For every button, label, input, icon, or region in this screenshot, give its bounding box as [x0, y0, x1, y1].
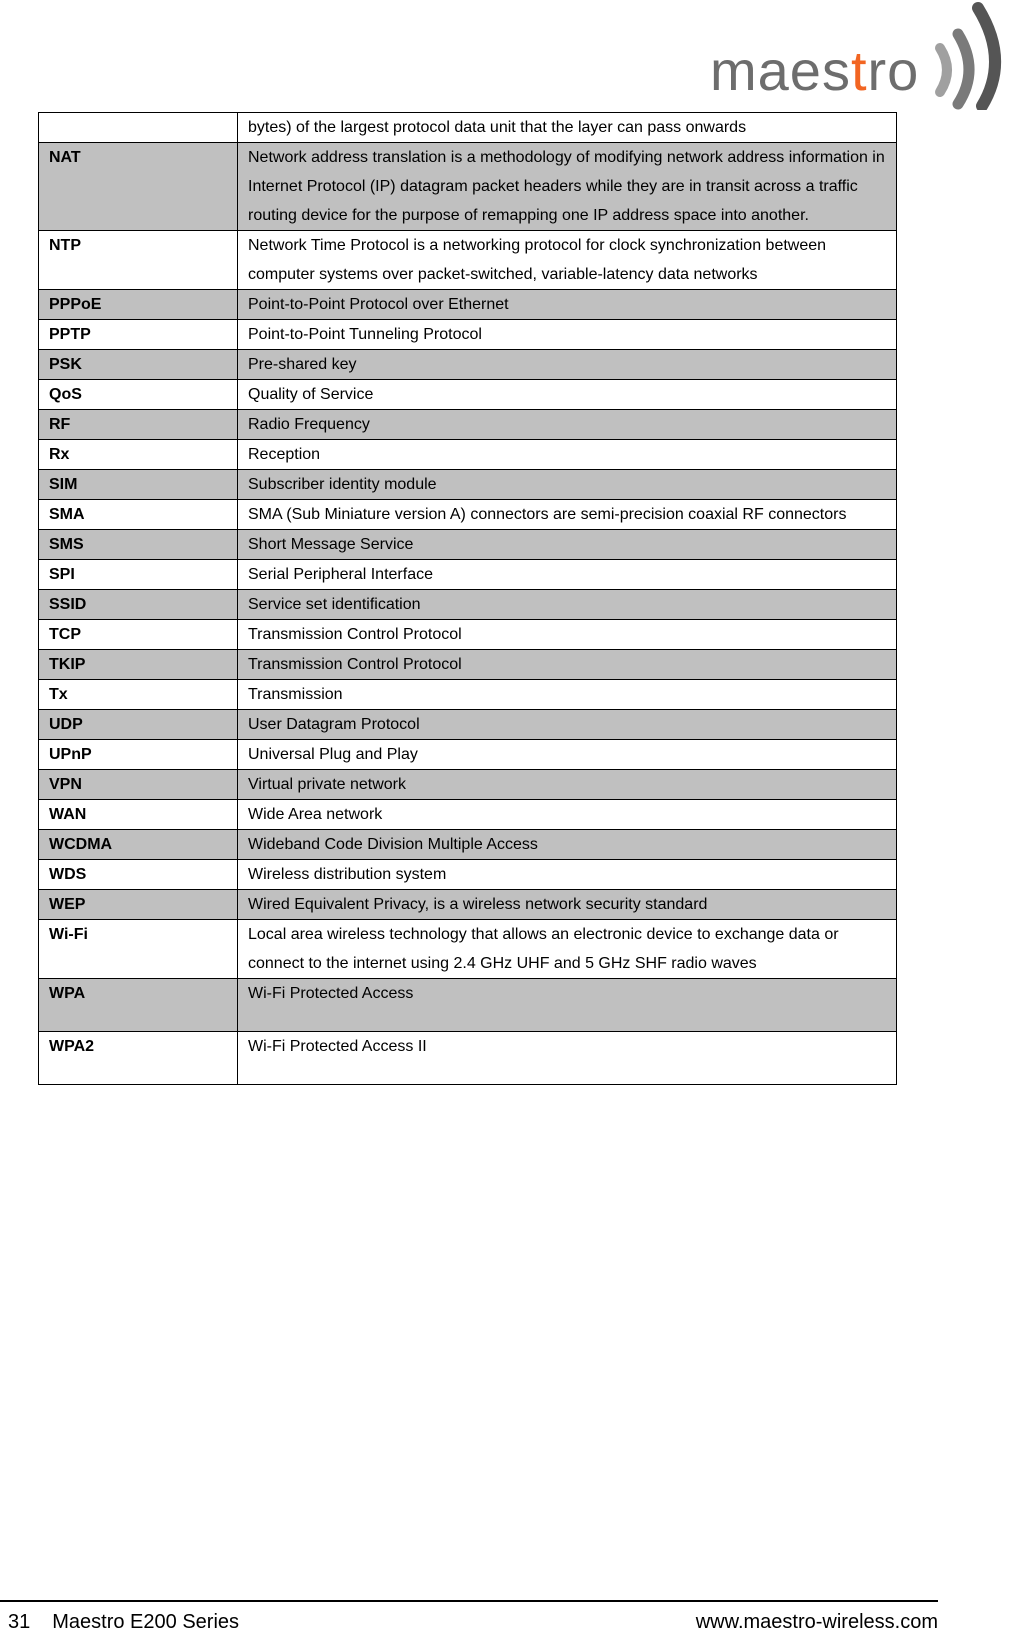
definition-cell: Virtual private network	[238, 770, 897, 800]
term-cell: WCDMA	[39, 830, 238, 860]
table-row	[39, 890, 897, 920]
definition-cell: Service set identification	[238, 590, 897, 620]
term-cell: Rx	[39, 440, 238, 470]
definition-cell: Wi-Fi Protected Access	[238, 979, 897, 1032]
definition-cell: SMA (Sub Miniature version A) connectors are semi-precision coaxial RF connectors	[238, 500, 897, 530]
table-row	[39, 620, 897, 650]
term-cell: Wi-Fi	[39, 920, 238, 979]
table-row	[39, 410, 897, 440]
maestro-logo	[710, 20, 1013, 100]
table-row	[39, 143, 897, 231]
table-row	[39, 590, 897, 620]
term-cell: TCP	[39, 620, 238, 650]
table-row	[39, 920, 897, 979]
definition-cell: Wi-Fi Protected Access II	[238, 1032, 897, 1085]
definition-cell: bytes) of the largest protocol data unit that the layer can pass onwards	[238, 113, 897, 143]
definition-cell: Transmission Control Protocol	[238, 620, 897, 650]
table-row	[39, 860, 897, 890]
definition-cell: User Datagram Protocol	[238, 710, 897, 740]
logo-wordmark: maestro	[710, 39, 920, 102]
table-row	[39, 650, 897, 680]
definition-cell: Point-to-Point Tunneling Protocol	[238, 320, 897, 350]
table-row	[39, 320, 897, 350]
term-cell: NAT	[39, 143, 238, 231]
term-cell: NTP	[39, 231, 238, 290]
term-cell	[39, 113, 238, 143]
table-row	[39, 231, 897, 290]
term-cell: SPI	[39, 560, 238, 590]
definition-cell: Quality of Service	[238, 380, 897, 410]
table-row	[39, 560, 897, 590]
document-title: Maestro E200 Series	[52, 1611, 240, 1633]
table-row	[39, 979, 897, 1032]
term-cell: WPA	[39, 979, 238, 1032]
term-cell: SIM	[39, 470, 238, 500]
term-cell: QoS	[39, 380, 238, 410]
definition-cell: Wide Area network	[238, 800, 897, 830]
term-cell: PSK	[39, 350, 238, 380]
definition-cell: Serial Peripheral Interface	[238, 560, 897, 590]
definition-cell: Local area wireless technology that allows an electronic device to exchange data or connect to the internet using 2.4 GHz UHF and 5 GHz SHF radio waves	[238, 920, 897, 979]
table-row	[39, 290, 897, 320]
table-row	[39, 500, 897, 530]
term-cell: SSID	[39, 590, 238, 620]
table-row	[39, 440, 897, 470]
page-number: 31	[8, 1611, 31, 1633]
table-row	[39, 470, 897, 500]
term-cell: SMS	[39, 530, 238, 560]
table-row	[39, 530, 897, 560]
term-cell: Tx	[39, 680, 238, 710]
definition-cell: Radio Frequency	[238, 410, 897, 440]
footer-left	[8, 1611, 261, 1634]
definition-cell: Transmission Control Protocol	[238, 650, 897, 680]
definition-cell: Network address translation is a methodology of modifying network address information in Internet Protocol (IP) datagram packet headers while they are in transit across a traffic routing device for the purpose of remapping one IP address space into another.	[238, 143, 897, 231]
term-cell: VPN	[39, 770, 238, 800]
term-cell: PPTP	[39, 320, 238, 350]
term-cell: PPPoE	[39, 290, 238, 320]
term-cell: UDP	[39, 710, 238, 740]
definition-cell: Network Time Protocol is a networking protocol for clock synchronization between computer systems over packet-switched, variable-latency data networks	[238, 231, 897, 290]
term-cell: WAN	[39, 800, 238, 830]
term-cell: SMA	[39, 500, 238, 530]
definition-cell: Point-to-Point Protocol over Ethernet	[238, 290, 897, 320]
definition-cell: Universal Plug and Play	[238, 740, 897, 770]
definition-cell: Short Message Service	[238, 530, 897, 560]
table-row	[39, 830, 897, 860]
definition-cell: Wireless distribution system	[238, 860, 897, 890]
footer-divider	[0, 1600, 938, 1602]
table-row	[39, 1032, 897, 1085]
glossary-table	[38, 112, 897, 1085]
term-cell: UPnP	[39, 740, 238, 770]
table-row	[39, 800, 897, 830]
table-row	[39, 350, 897, 380]
website-link[interactable]: www.maestro-wireless.com	[695, 1611, 938, 1633]
definition-cell: Wired Equivalent Privacy, is a wireless network security standard	[238, 890, 897, 920]
signal-waves-icon	[932, 0, 1012, 110]
table-row	[39, 680, 897, 710]
definition-cell: Subscriber identity module	[238, 470, 897, 500]
term-cell: WDS	[39, 860, 238, 890]
term-cell: RF	[39, 410, 238, 440]
definition-cell: Pre-shared key	[238, 350, 897, 380]
definition-cell: Wideband Code Division Multiple Access	[238, 830, 897, 860]
definition-cell: Reception	[238, 440, 897, 470]
table-row	[39, 770, 897, 800]
term-cell: WEP	[39, 890, 238, 920]
table-row	[39, 710, 897, 740]
table-row	[39, 380, 897, 410]
term-cell: TKIP	[39, 650, 238, 680]
table-row	[39, 113, 897, 143]
table-row	[39, 740, 897, 770]
term-cell: WPA2	[39, 1032, 238, 1085]
definition-cell: Transmission	[238, 680, 897, 710]
